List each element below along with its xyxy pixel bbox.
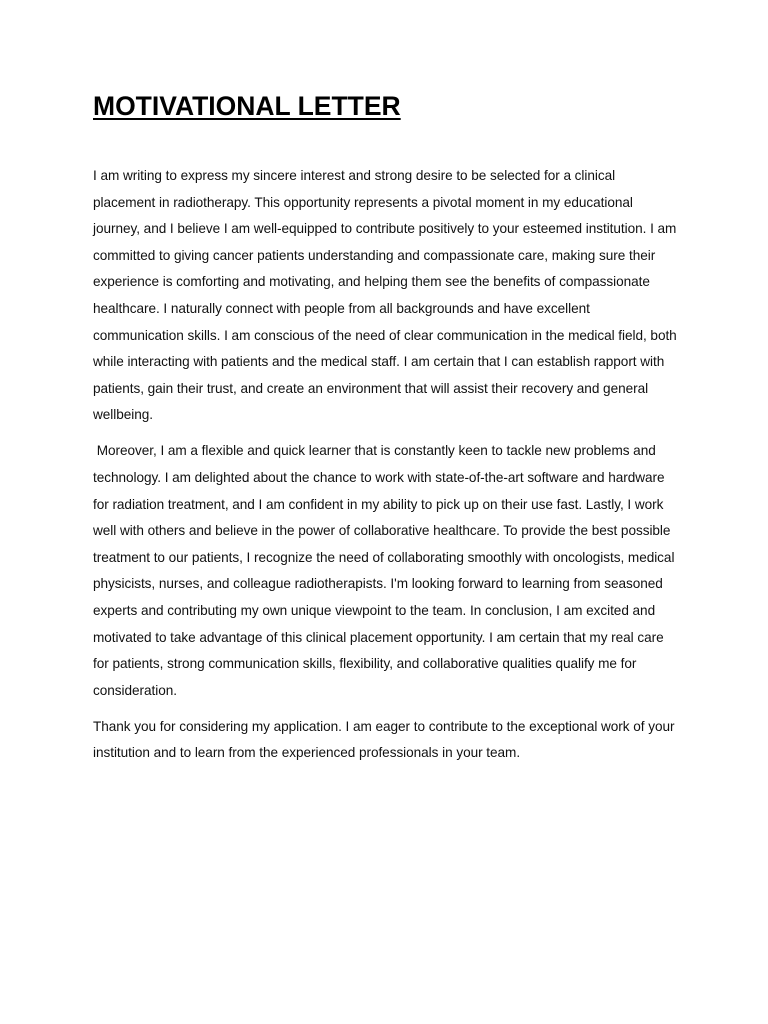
page-title: MOTIVATIONAL LETTER — [93, 91, 401, 121]
paragraph-2: Moreover, I am a flexible and quick learner that is constantly keen to tackle new problems and technology. I am delighted about the chance to work with state-of-the-art software and hardware for radiation treatment, and I am confident in my ability to pick up on their use fast. Lastly, I work well with others and believe in the power of collaborative healthcare. To provide the best possible treatment to our patients, I recognize the need of collaborating smoothly with oncologists, medical physicists, nurses, and colleague radiotherapists. I'm looking forward to learning from seasoned experts and contributing my own unique viewpoint to the team. In conclusion, I am excited and motivated to take advantage of this clinical placement opportunity. I am certain that my real care for patients, strong communication skills, flexibility, and collaborative qualities qualify me for consideration. — [93, 443, 679, 698]
paragraph-3: Thank you for considering my application. I am eager to contribute to the exceptional work of your institution and to learn from the experienced professionals in your team. — [93, 718, 675, 761]
paragraph-1: I am writing to express my sincere interest and strong desire to be selected for a clinical placement in radiotherapy. This opportunity represents a pivotal moment in my educational journey, and I believe I am well-equipped to contribute positively to your esteemed institution. I am committed to giving cancer patients understanding and compassionate care, making sure their experience is comforting and motivating, and helping them see the benefits of compassionate healthcare. I naturally connect with people from all backgrounds and have excellent communication skills. I am conscious of the need of clear communication in the medical field, both while interacting with patients and the medical staff. I am certain that I can establish rapport with patients, gain their trust, and create an environment that will assist their recovery and general wellbeing. — [93, 168, 677, 423]
letter-body — [93, 163, 678, 777]
